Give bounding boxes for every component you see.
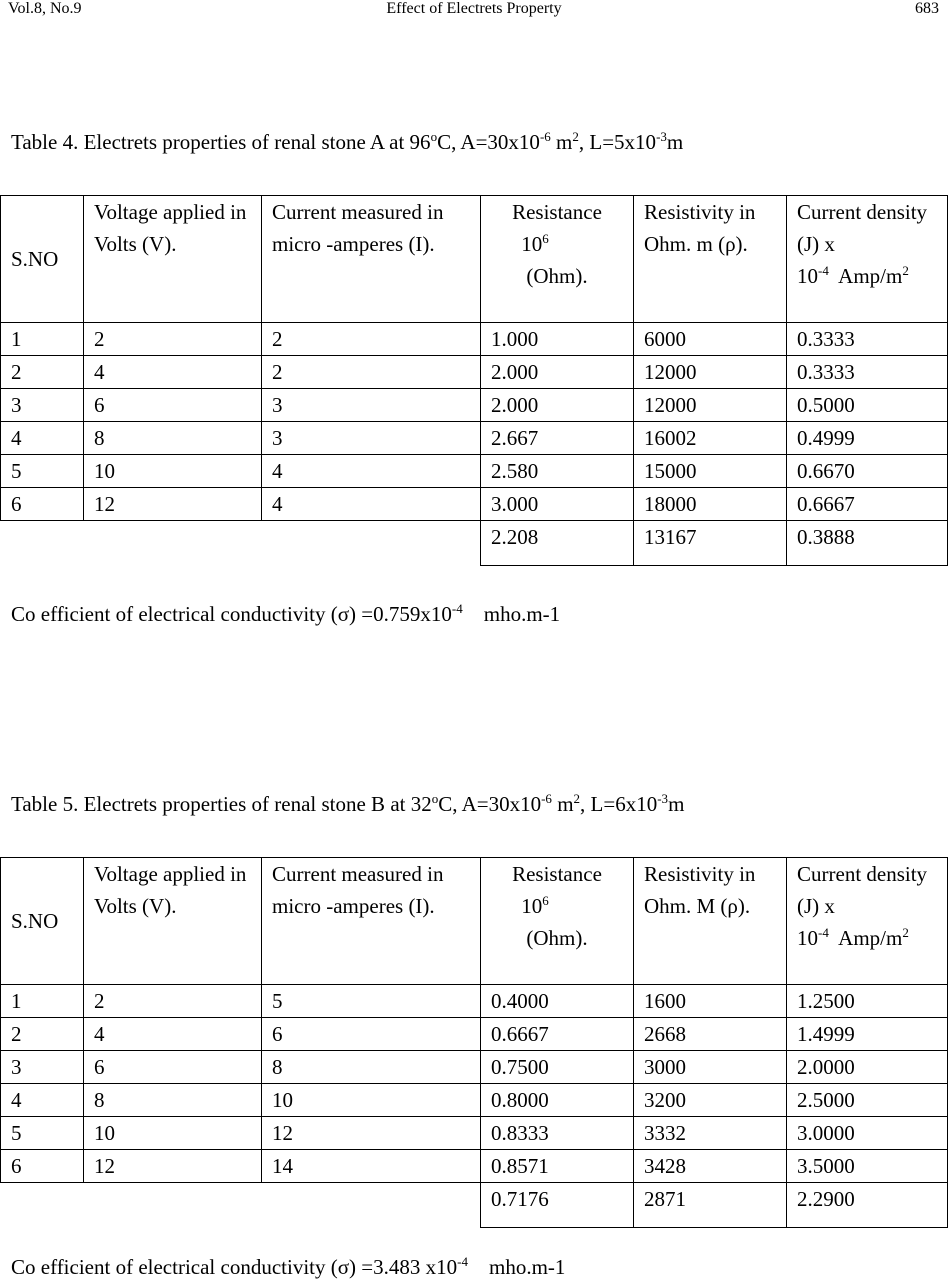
table4-header-sno: S.NO (1, 196, 84, 323)
table4-caption: Table 4. Electrets properties of renal stone A at 96$^o$C, $A=30x10^{-6}$ $m^2$, $L=5x10^{-3}m$ (11, 129, 684, 154)
table5-cell-current-density: 1.4999 (787, 1018, 948, 1051)
table5-cell-resistance: 0.6667 (481, 1018, 634, 1051)
table4-header-voltage: Voltage applied in Volts (V). (84, 196, 262, 323)
table4-cell-resistance: 1.000 (481, 323, 634, 356)
table4-cell-resistivity: 12000 (634, 389, 787, 422)
table4-header-row (1, 196, 948, 323)
table5-row (1, 1018, 948, 1051)
table5-cell-current-density: 1.2500 (787, 985, 948, 1018)
table5-header-resistivity: Resistivity in Ohm. M (ρ). (634, 858, 787, 985)
table4-cell-resistivity: 15000 (634, 455, 787, 488)
table5-cell-voltage: 8 (84, 1084, 262, 1117)
table4-cell-current-density: 0.5000 (787, 389, 948, 422)
table5-cell-voltage: 6 (84, 1051, 262, 1084)
table4-row (1, 422, 948, 455)
table4-average-spacer (1, 521, 481, 566)
table4-row (1, 389, 948, 422)
table4-average-resistivity: 13167 (634, 521, 787, 566)
table5-header-row (1, 858, 948, 985)
table4-average-resistance: 2.208 (481, 521, 634, 566)
table5-cell-sno: 3 (1, 1051, 84, 1084)
table5-conductivity-note: Co efficient of electrical conductivity (σ) =3.483 $x10^{-4}$ mho.m-1 (11, 1254, 566, 1279)
table5-row (1, 985, 948, 1018)
table5-cell-current-density: 2.0000 (787, 1051, 948, 1084)
table5-average-resistance: 0.7176 (481, 1183, 634, 1228)
table5-cell-current: 14 (262, 1150, 481, 1183)
table5-row (1, 1117, 948, 1150)
table5-cell-resistance: 0.8000 (481, 1084, 634, 1117)
table4-average-row (1, 521, 948, 566)
table5-header-voltage: Voltage applied in Volts (V). (84, 858, 262, 985)
table4-cell-resistance: 2.000 (481, 389, 634, 422)
journal-volume: Vol.8, No.9 (8, 0, 82, 17)
table4-cell-resistivity: 18000 (634, 488, 787, 521)
table5-cell-voltage: 2 (84, 985, 262, 1018)
table5-cell-voltage: 10 (84, 1117, 262, 1150)
table5-header-resistance: Resistance $10^6$ (Ohm). (481, 858, 634, 985)
table5-cell-current: 5 (262, 985, 481, 1018)
table5-cell-sno: 1 (1, 985, 84, 1018)
table5-cell-resistance: 0.7500 (481, 1051, 634, 1084)
table5-cell-resistivity: 3200 (634, 1084, 787, 1117)
table5-average-resistivity: 2871 (634, 1183, 787, 1228)
table4-row (1, 455, 948, 488)
table4-cell-current: 3 (262, 389, 481, 422)
table4-header-resistance: Resistance $10^6$ (Ohm). (481, 196, 634, 323)
page-header (0, 0, 948, 22)
table4-cell-resistance: 3.000 (481, 488, 634, 521)
running-title: Effect of Electrets Property (386, 0, 562, 17)
table5-average-row (1, 1183, 948, 1228)
table4-cell-current: 4 (262, 455, 481, 488)
table4-cell-current: 3 (262, 422, 481, 455)
table5-cell-resistance: 0.8333 (481, 1117, 634, 1150)
table5-cell-resistivity: 1600 (634, 985, 787, 1018)
table5-header-current-density: Current density (J) x $10^{-4}$ Amp/$m^2$ (787, 858, 948, 985)
table5-cell-current: 12 (262, 1117, 481, 1150)
table5-cell-sno: 5 (1, 1117, 84, 1150)
table5-average-current-density: 2.2900 (787, 1183, 948, 1228)
table4-cell-resistivity: 6000 (634, 323, 787, 356)
table5-header-current: Current measured in micro -amperes (I). (262, 858, 481, 985)
table4-row (1, 323, 948, 356)
table4-header-current-density: Current density (J) x $10^{-4}$ Amp/$m^2$ (787, 196, 948, 323)
table4-cell-current-density: 0.4999 (787, 422, 948, 455)
table5-cell-voltage: 12 (84, 1150, 262, 1183)
table4-header-current: Current measured in micro -amperes (I). (262, 196, 481, 323)
table5-cell-current-density: 2.5000 (787, 1084, 948, 1117)
table4-cell-sno: 1 (1, 323, 84, 356)
table4-cell-resistance: 2.000 (481, 356, 634, 389)
page-number: 683 (915, 0, 939, 17)
table4-cell-resistance: 2.580 (481, 455, 634, 488)
table5-header-sno: S.NO (1, 858, 84, 985)
table5-cell-sno: 6 (1, 1150, 84, 1183)
table5-caption: Table 5. Electrets properties of renal stone B at 32$^o$C, $A=30x10^{-6}$ $m^2$, $L=6x10^{-3}m$ (11, 791, 685, 816)
table5-cell-resistivity: 3428 (634, 1150, 787, 1183)
table5 (0, 857, 948, 1228)
table4 (0, 195, 948, 566)
table5-cell-voltage: 4 (84, 1018, 262, 1051)
table5-cell-current: 8 (262, 1051, 481, 1084)
table4-cell-voltage: 4 (84, 356, 262, 389)
table4-cell-current: 2 (262, 356, 481, 389)
table4-cell-current-density: 0.3333 (787, 356, 948, 389)
table4-average-current-density: 0.3888 (787, 521, 948, 566)
table4-cell-voltage: 2 (84, 323, 262, 356)
table5-cell-current-density: 3.0000 (787, 1117, 948, 1150)
table5-cell-current-density: 3.5000 (787, 1150, 948, 1183)
table5-row (1, 1084, 948, 1117)
table4-cell-resistivity: 16002 (634, 422, 787, 455)
table5-cell-resistivity: 3000 (634, 1051, 787, 1084)
table5-cell-resistance: 0.8571 (481, 1150, 634, 1183)
table4-cell-sno: 2 (1, 356, 84, 389)
table4-cell-voltage: 10 (84, 455, 262, 488)
table5-cell-sno: 2 (1, 1018, 84, 1051)
table4-cell-resistance: 2.667 (481, 422, 634, 455)
table5-row (1, 1051, 948, 1084)
table4-cell-voltage: 8 (84, 422, 262, 455)
table5-cell-sno: 4 (1, 1084, 84, 1117)
table5-cell-current: 6 (262, 1018, 481, 1051)
table5-cell-current: 10 (262, 1084, 481, 1117)
table4-cell-resistivity: 12000 (634, 356, 787, 389)
table4-cell-current: 2 (262, 323, 481, 356)
table4-cell-sno: 5 (1, 455, 84, 488)
table5-cell-resistance: 0.4000 (481, 985, 634, 1018)
table4-cell-current-density: 0.6670 (787, 455, 948, 488)
table4-conductivity-note: Co efficient of electrical conductivity $(\sigma) =0.759x10^{-4}$ mho.m-1 (11, 601, 561, 626)
table5-cell-resistivity: 3332 (634, 1117, 787, 1150)
table4-cell-voltage: 6 (84, 389, 262, 422)
table4-cell-sno: 3 (1, 389, 84, 422)
table4-header-resistivity: Resistivity in Ohm. m (ρ). (634, 196, 787, 323)
table5-cell-resistivity: 2668 (634, 1018, 787, 1051)
table4-cell-current: 4 (262, 488, 481, 521)
table4-row (1, 488, 948, 521)
table4-cell-voltage: 12 (84, 488, 262, 521)
table4-cell-current-density: 0.6667 (787, 488, 948, 521)
table4-cell-sno: 6 (1, 488, 84, 521)
table4-cell-sno: 4 (1, 422, 84, 455)
table5-row (1, 1150, 948, 1183)
table4-cell-current-density: 0.3333 (787, 323, 948, 356)
table5-average-spacer (1, 1183, 481, 1228)
table4-row (1, 356, 948, 389)
